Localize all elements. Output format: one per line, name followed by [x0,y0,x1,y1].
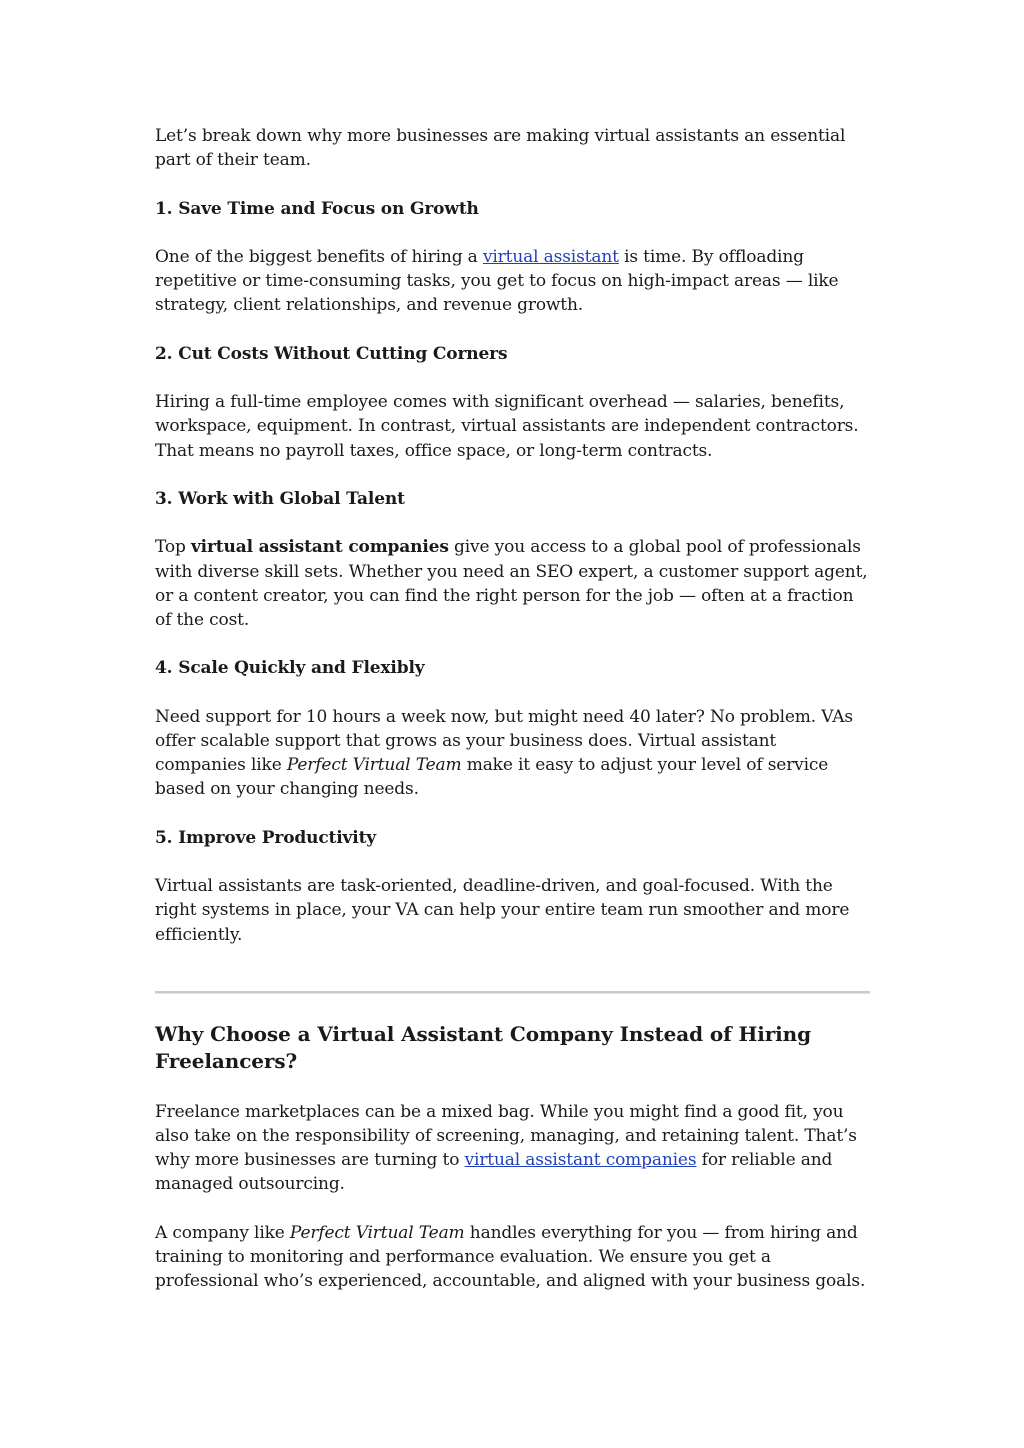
section-3-text-end: give you access to a global pool of professionals with diverse skill sets. Whether you need an SEO expert, a customer support agent, or a content creator, you can find the right person for the job — often at a fraction of the cost. [155,537,868,630]
section-4-paragraph [155,705,870,802]
why-choose-heading: Why Choose a Virtual Assistant Company Instead of Hiring Freelancers? [155,1021,812,1074]
section-5-heading: 5. Improve Productivity [155,827,377,848]
section-4-text-start: Need support for 10 hours a week now, but might need 40 later? No problem. VAs offer scalable support that grows as your business does. Virtual assistant companies like [155,706,853,776]
section-3-paragraph [155,535,870,632]
why-paragraph-1 [155,1100,870,1197]
document-page [155,124,870,1293]
why-p2-text-start: A company like [155,1222,290,1243]
section-5-paragraph: Virtual assistants are task-oriented, deadline-driven, and goal-focused. With the right systems in place, your VA can help your entire team run smoother and more efficiently. [155,876,850,945]
section-4-italic-text: Perfect Virtual Team [286,755,462,776]
section-3-heading: 3. Work with Global Talent [155,488,405,509]
section-2-paragraph: Hiring a full-time employee comes with significant overhead — salaries, benefits, workspace, equipment. In contrast, virtual assistants are independent contractors. That means no payroll taxes, office space, or long-term contracts. [155,392,859,461]
section-1-heading: 1. Save Time and Focus on Growth [155,198,479,219]
why-p1-text-end: for reliable and managed outsourcing. [155,1150,833,1195]
section-2-heading: 2. Cut Costs Without Cutting Corners [155,343,508,364]
section-4-heading: 4. Scale Quickly and Flexibly [155,658,425,679]
section-1-text-start: One of the biggest benefits of hiring a [155,246,483,267]
why-paragraph-2 [155,1221,870,1294]
horizontal-divider [155,991,870,994]
why-p2-text-end: handles everything for you — from hiring and training to monitoring and performance evaluation. We ensure you get a professional who’s experienced, accountable, and aligned with your business goals. [155,1222,866,1292]
section-1-text-end: is time. By offloading repetitive or time-consuming tasks, you get to focus on high-impact areas — like strategy, client relationships, and revenue growth. [155,246,839,316]
intro-paragraph: Let’s break down why more businesses are making virtual assistants an essential part of their team. [155,126,846,171]
virtual-assistant-companies-link[interactable]: virtual assistant companies [464,1150,697,1171]
section-4-text-end: make it easy to adjust your level of service based on your changing needs. [155,755,829,800]
why-p2-italic-text: Perfect Virtual Team [289,1222,465,1243]
section-3-bold-text: virtual assistant companies [190,537,449,558]
section-1-paragraph [155,245,870,318]
section-3-text-start: Top [155,537,191,558]
virtual-assistant-link[interactable]: virtual assistant [482,246,619,267]
why-p1-text-start: Freelance marketplaces can be a mixed bag. While you might find a good fit, you also take on the responsibility of screening, managing, and retaining talent. That’s why more businesses are turning to [155,1101,857,1171]
